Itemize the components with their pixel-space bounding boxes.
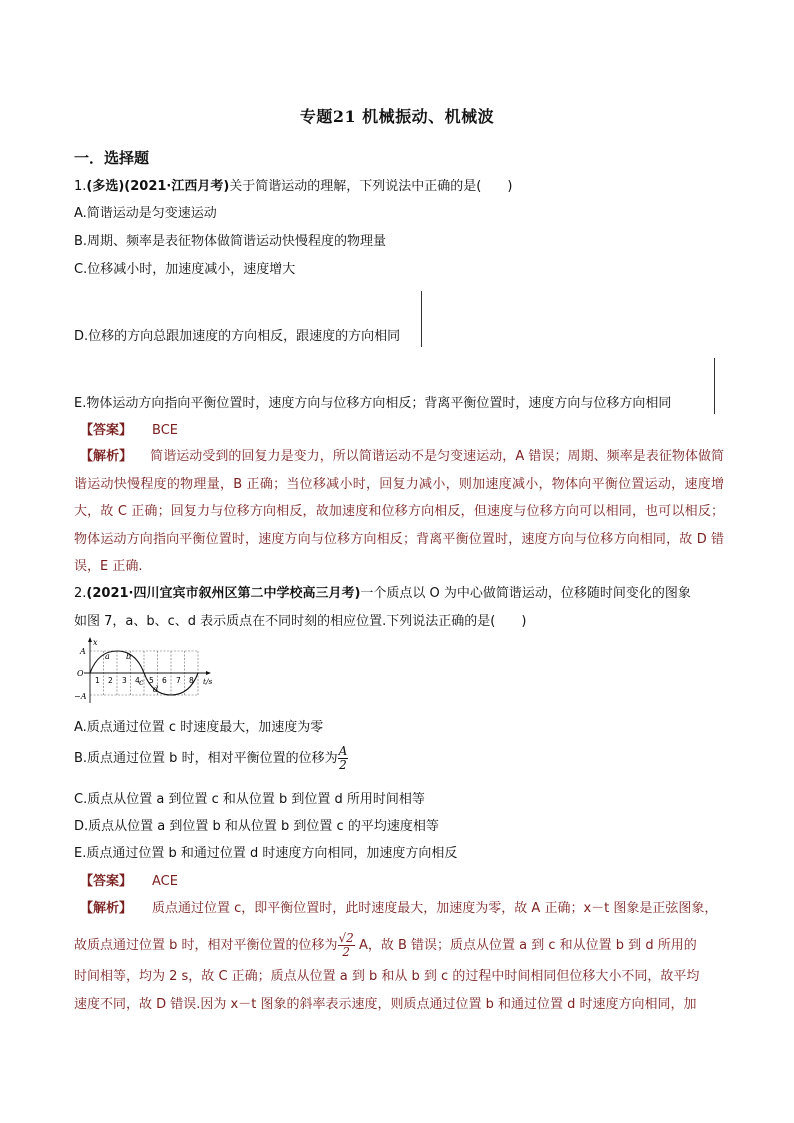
q2-analysis-line4: 速度不同，故 D 错误.因为 x－t 图象的斜率表示速度，则质点通过位置 b 和通过位置 d 时速度方向相同，加 [74,997,697,1012]
point-label-b: b [126,652,132,661]
fraction-denominator: 2 [342,945,350,959]
tick-label: 5 [149,676,154,685]
q2-analysis-text: 质点通过位置 c，即平衡位置时，此时速度最大，加速度为零，故 A 正确；x－t 图象是正弦图象， [152,901,718,916]
q2-answer [74,873,178,891]
tick-label: 7 [176,676,181,685]
q2-option-e: E.质点通过位置 b 和通过位置 d 时速度方向相同，加速度方向相反 [74,846,458,861]
tick-label: 6 [162,676,167,685]
tick-label: 3 [122,676,127,685]
page-title: 专题21 机械振动、机械波 [299,107,495,126]
x-axis-label: t/s [203,677,213,686]
q2-analysis-text: A，故 B 错误；质点从位置 a 到 c 和从位置 b 到 d 所用的 [354,938,697,953]
q2-option-c: C.质点从位置 a 到位置 c 和从位置 b 到位置 d 所用时间相等 [74,792,425,807]
point-label-d: d [153,685,159,694]
q2-analysis-line2 [74,932,697,959]
analysis-label: 【解析】 [80,449,133,464]
x-axis-arrow [206,671,211,675]
q1-option-a: A.简谐运动是匀变速运动 [74,206,217,221]
sine-displacement-graph [74,637,224,707]
fraction-numerator: A [338,744,348,758]
q1-answer [74,422,178,440]
q1-option-d: D.位移的方向总跟加速度的方向相反，跟速度的方向相同 [74,329,401,344]
answer-label: 【答案】 [80,423,133,438]
fraction-root2-over-2 [338,932,355,959]
q1-answer-value: BCE [152,423,178,438]
q1-number: 1. [74,179,87,194]
amp-neg-label: −A [74,692,87,701]
q2-stem-line2: 如图 7，a、b、c、d 表示质点在不同时刻的相应位置.下列说法正确的是( ) [74,614,527,629]
y-axis-arrow [88,637,92,642]
tick-label: 4 [135,676,140,685]
q1-option-b: B.周期、频率是表征物体做简谐运动快慢程度的物理量 [74,234,387,249]
fraction-denominator: 2 [339,758,347,772]
q1-option-e: E.物体运动方向指向平衡位置时，速度方向与位移方向相反；背离平衡位置时，速度方向与位移方向相同 [74,396,672,411]
q1-stem [74,178,512,196]
q1-source-tag: (多选)(2021·江西月考) [86,179,230,194]
q2-option-b-text: B.质点通过位置 b 时，相对平衡位置的位移为 [74,751,338,766]
y-axis-label: x [93,638,98,647]
q2-analysis-line3: 时间相等，均为 2 s，故 C 正确；质点从位置 a 到 b 和从 b 到 c 的过程中时间相同但位移大小不同，故平均 [74,969,700,984]
text-cursor-mark [714,358,715,414]
q2-analysis-line1 [74,900,717,918]
amp-pos-label: A [80,647,86,656]
q2-stem-text: 一个质点以 O 为中心做简谐运动，位移随时间变化的图象 [360,586,691,601]
tick-label: 2 [108,676,113,685]
tick-label: 8 [189,676,194,685]
fraction-a-over-2 [338,745,349,772]
q1-stem-text: 关于简谐运动的理解，下列说法中正确的是( ) [229,179,513,194]
q2-number: 2. [74,586,87,601]
point-label-a: a [105,652,110,661]
origin-label: O [77,669,84,678]
text-cursor-mark [421,291,422,347]
fraction-numerator: √2 [338,931,354,945]
q1-analysis [74,443,724,581]
q2-stem-line1 [74,585,691,603]
q2-option-d: D.质点从位置 a 到位置 b 和从位置 b 到位置 c 的平均速度相等 [74,819,439,834]
q2-answer-value: ACE [152,874,178,889]
q2-option-b [74,745,348,772]
q1-analysis-text: 简谐运动受到的回复力是变力，所以简谐运动不是匀变速运动，A 错误；周期、频率是表征物体做简谐运动快慢程度的物理量，B 正确；当位移减小时，回复力减小，则加速度减小，物体向平衡位置运动，速度增大，故 C 正确；回复力与位移方向相反，故加速度和位移方向相反，但速度与位移方向可以相同，也可以相反；物体运动方向指向平衡位置时，速度方向与位移方向相反；背离平衡位置时，速度方向与位移方向相同，故 D 错误，E 正确. [74,449,724,574]
section-heading: 一．选择题 [74,149,150,167]
q2-analysis-text: 故质点通过位置 b 时，相对平衡位置的位移为 [74,938,338,953]
analysis-label: 【解析】 [80,901,133,916]
q2-option-a: A.质点通过位置 c 时速度最大，加速度为零 [74,720,324,735]
tick-label: 1 [95,676,100,685]
point-label-c: c [139,678,144,687]
q1-option-c: C.位移减小时，加速度减小，速度增大 [74,262,296,277]
answer-label: 【答案】 [80,874,133,889]
x-tick-labels [95,676,194,685]
q2-source-tag: (2021·四川宜宾市叙州区第二中学校高三月考) [86,586,361,601]
